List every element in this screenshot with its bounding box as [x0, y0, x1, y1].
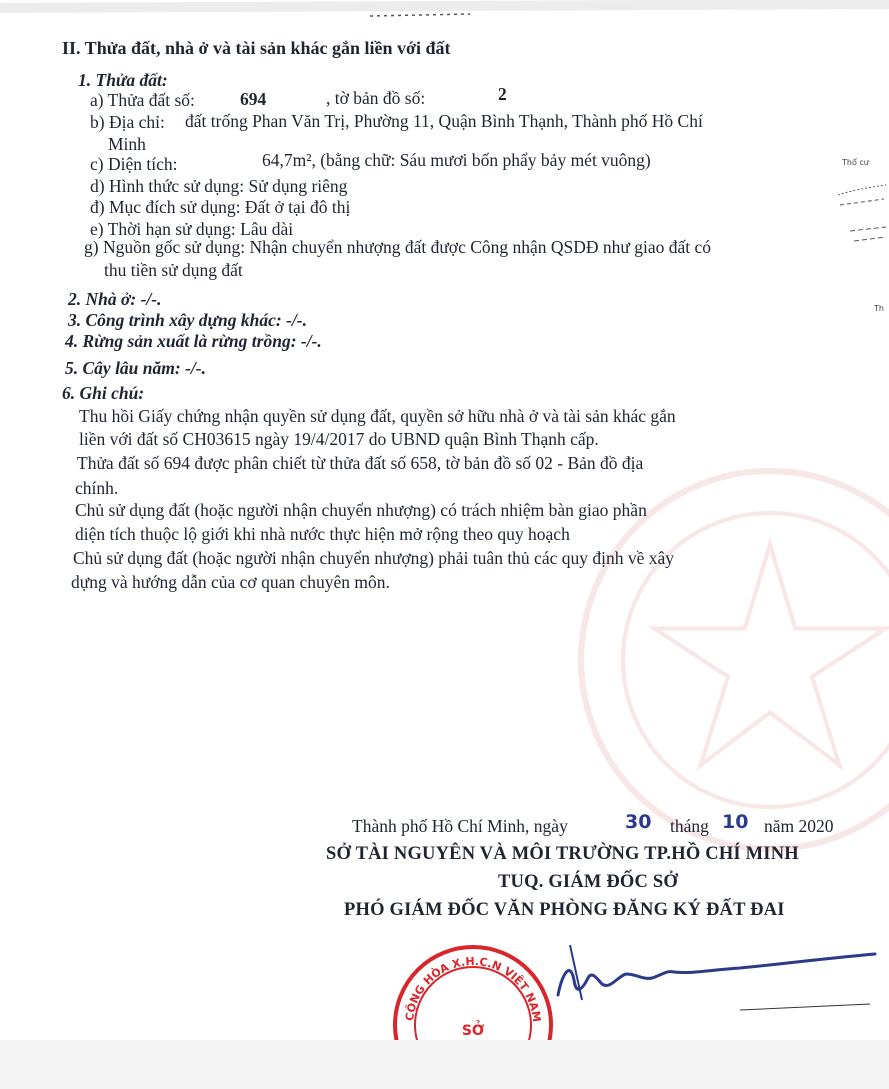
seal-center-top: SỞ: [461, 1023, 485, 1039]
other-works-line: 3. Công trình xây dựng khác: -/-.: [68, 310, 307, 330]
note-line: Chủ sử dụng đất (hoặc người nhận chuyển nhượng) phải tuân thủ các quy định về xây: [73, 548, 674, 568]
section-title: II. Thửa đất, nhà ở và tài sản khác gắn liền với đất: [62, 38, 451, 58]
scan-margin: [0, 1040, 889, 1089]
forest-line: 4. Rừng sản xuất là rừng trồng: -/-.: [65, 331, 322, 351]
parcel-number: 694: [240, 89, 267, 109]
address-label: b) Địa chỉ:: [90, 112, 165, 132]
month-label: tháng: [670, 816, 709, 836]
origin-line-2: thu tiền sử dụng đất: [104, 260, 243, 280]
origin-line-1: g) Nguồn gốc sử dụng: Nhận chuyển nhượng đất được Công nhận QSDĐ như giao đất có: [84, 237, 712, 257]
land-heading: 1. Thửa đất:: [78, 70, 168, 90]
parcel-label: a) Thửa đất số:: [90, 90, 195, 110]
note-line: chính.: [75, 478, 119, 498]
map-label: , tờ bản đồ số:: [326, 88, 426, 108]
perennial-line: 5. Cây lâu năm: -/-.: [65, 358, 206, 378]
year-label: năm 2020: [764, 816, 834, 836]
margin-scribbles: [836, 175, 889, 255]
map-number: 2: [498, 84, 507, 104]
note-line: Thu hồi Giấy chứng nhận quyền sử dụng đất, quyền sở hữu nhà ở và tài sản khác gắn: [79, 406, 676, 426]
usage-term: e) Thời hạn sử dụng: Lâu dài: [90, 219, 294, 239]
note-line: Thửa đất số 694 được phân chiết từ thửa đất số 658, tờ bản đồ số 02 - Bản đồ địa: [77, 453, 644, 473]
seal-ring-text: CỘNG HÒA X.H.C.N VIỆT NAM: [403, 954, 544, 1023]
note-line: liền với đất số CH03615 ngày 19/4/2017 do UBND quận Bình Thạnh cấp.: [79, 429, 599, 449]
note-line: Chủ sử dụng đất (hoặc người nhận chuyển nhượng) có trách nhiệm bàn giao phần: [75, 500, 647, 520]
notes-heading: 6. Ghi chú:: [62, 383, 145, 403]
tuq-line: TUQ. GIÁM ĐỐC SỞ: [498, 872, 678, 892]
note-line: dựng và hướng dẫn của cơ quan chuyên môn.: [71, 572, 390, 592]
date-prefix: Thành phố Hồ Chí Minh, ngày: [352, 816, 568, 836]
date-month: 10: [722, 811, 749, 833]
area-label: c) Diện tích:: [90, 154, 178, 174]
agency-name: SỞ TÀI NGUYÊN VÀ MÔI TRƯỜNG TP.HỒ CHÍ MINH: [326, 844, 799, 864]
official-seal: [388, 930, 558, 1040]
date-day: 30: [625, 811, 652, 833]
address-line-1: đất trống Phan Văn Trị, Phường 11, Quận Bình Thạnh, Thành phố Hồ Chí: [185, 111, 703, 131]
usage-purpose: đ) Mục đích sử dụng: Đất ở tại đô thị: [90, 197, 351, 217]
handwritten-signature: [540, 940, 880, 1020]
scan-edge: [0, 0, 889, 22]
position-line: PHÓ GIÁM ĐỐC VĂN PHÒNG ĐĂNG KÝ ĐẤT ĐAI: [344, 900, 785, 920]
usage-form: d) Hình thức sử dụng: Sử dụng riêng: [90, 176, 348, 196]
area-value: 64,7m², (bằng chữ: Sáu mươi bốn phẩy bảy mét vuông): [262, 150, 651, 170]
house-line: 2. Nhà ở: -/-.: [68, 289, 162, 309]
margin-note: Th: [874, 304, 884, 313]
margin-note: Thổ cư: [842, 158, 869, 167]
address-line-2: Minh: [108, 134, 146, 154]
note-line: diện tích thuộc lộ giới khi nhà nước thực hiện mở rộng theo quy hoạch: [75, 524, 570, 544]
